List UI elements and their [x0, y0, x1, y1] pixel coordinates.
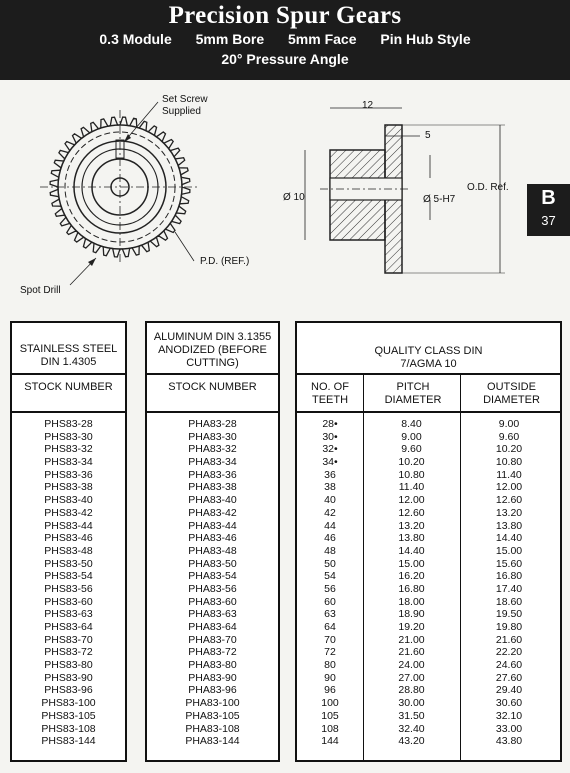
- spec-line: [0, 30, 570, 49]
- outside-diameter-cell: 14.40: [495, 532, 523, 545]
- teeth-cell: 40: [324, 494, 336, 507]
- stainless-stock-cell: PHS83-46: [44, 532, 93, 545]
- table-row: [297, 659, 560, 672]
- aluminum-stock-cell: PHA83-105: [185, 709, 240, 722]
- outside-diameter-cell: 10.20: [495, 443, 523, 456]
- teeth-cell: 38: [324, 481, 336, 494]
- aluminum-stock-cell: PHA83-34: [188, 456, 237, 469]
- dim-10-label: Ø 10: [283, 192, 305, 203]
- stainless-stock-cell: PHS83-105: [41, 709, 96, 722]
- table-row: [297, 672, 560, 685]
- table-row: [297, 494, 560, 507]
- aluminum-stock-cell: PHA83-64: [188, 621, 237, 633]
- teeth-cell: 64: [324, 621, 336, 633]
- aluminum-stock-cell: PHA83-42: [188, 506, 237, 519]
- table-row: [297, 583, 560, 596]
- aluminum-stock-cell: PHA83-80: [188, 659, 237, 672]
- page-title: Precision Spur Gears: [168, 2, 402, 29]
- pressure-angle: 20° Pressure Angle: [221, 51, 349, 67]
- aluminum-column: [145, 321, 280, 762]
- outside-diameter-cell: 19.80: [495, 621, 523, 633]
- teeth-cell: 54: [324, 570, 336, 583]
- spec-module: 0.3 Module: [99, 31, 172, 47]
- aluminum-stock-cell: PHA83-54: [188, 570, 237, 583]
- outside-diameter-cell: 15.60: [495, 557, 523, 570]
- table-row: [297, 735, 560, 748]
- stainless-stock-cell: PHS83-54: [44, 570, 93, 583]
- table-row: [297, 596, 560, 609]
- aluminum-stock-cell: PHA83-44: [188, 519, 237, 532]
- stainless-stock-cell: PHS83-36: [44, 468, 93, 481]
- pitch-diameter-cell: 18.90: [398, 608, 425, 621]
- pitch-diameter-cell: 12.00: [398, 494, 425, 507]
- pitch-diameter-cell: 18.00: [398, 595, 425, 608]
- stainless-stock-cell: PHS83-108: [41, 722, 96, 735]
- table-row: [297, 481, 560, 494]
- aluminum-stock-cell: PHA83-36: [188, 468, 237, 481]
- pitch-diameter-cell: 16.20: [398, 570, 425, 583]
- outside-diameter-cell: 30.60: [495, 697, 523, 710]
- pitch-diameter-cell: 32.40: [398, 722, 425, 735]
- table-row: [297, 697, 560, 710]
- aluminum-stock-cell: PHA83-30: [188, 430, 237, 443]
- aluminum-stock-cell: PHA83-63: [188, 608, 237, 621]
- stainless-stock-cell: PHS83-70: [44, 633, 93, 646]
- stainless-header: STAINLESS STEEL DIN 1.4305: [19, 343, 118, 368]
- pitch-diameter-cell: 9.60: [401, 443, 422, 456]
- outside-diameter-cell: 18.60: [495, 595, 523, 608]
- section-letter: B: [541, 187, 556, 209]
- outside-diameter-cell: 13.20: [495, 506, 523, 519]
- stainless-rows: [12, 418, 125, 748]
- supplied-label: Supplied: [162, 106, 201, 117]
- dim-12-label: 12: [362, 100, 374, 111]
- stainless-stock-cell: PHS83-80: [44, 659, 93, 672]
- teeth-cell: 44: [324, 519, 336, 532]
- outside-diameter-cell: 32.10: [495, 709, 523, 722]
- spec-style: Pin Hub Style: [380, 31, 471, 47]
- quality-rows: [297, 418, 560, 748]
- stainless-stock-cell: PHS83-32: [44, 443, 93, 456]
- stainless-stock-cell: PHS83-100: [41, 697, 96, 710]
- stainless-stock-number-header: STOCK NUMBER: [24, 381, 113, 393]
- outside-diameter-cell: 17.40: [495, 582, 523, 595]
- table-row: [297, 431, 560, 444]
- teeth-cell: 63: [324, 608, 336, 621]
- table-row: [297, 634, 560, 647]
- pitch-diameter-cell: 11.40: [398, 481, 425, 494]
- pitch-diameter-cell: 21.00: [398, 633, 425, 646]
- pitch-diameter-cell: 13.20: [398, 519, 425, 532]
- pitch-diameter-cell: 16.80: [398, 582, 425, 595]
- teeth-cell: 144: [321, 735, 339, 748]
- teeth-cell: 42: [324, 506, 336, 519]
- pitch-diameter-cell: 28.80: [398, 684, 425, 697]
- stainless-stock-cell: PHS83-56: [44, 582, 93, 595]
- stainless-stock-cell: PHS83-44: [44, 519, 93, 532]
- aluminum-stock-cell: PHA83-48: [188, 544, 237, 557]
- table-row: [297, 684, 560, 697]
- teeth-cell: 80: [324, 659, 336, 672]
- teeth-cell: 34•: [322, 456, 338, 469]
- outside-diameter-cell: 12.60: [495, 494, 523, 507]
- stainless-stock-cell: PHS83-50: [44, 557, 93, 570]
- aluminum-stock-cell: PHA83-90: [188, 671, 237, 684]
- teeth-cell: 30•: [322, 430, 338, 443]
- table-row: [297, 608, 560, 621]
- dim-5-label: 5: [425, 130, 431, 141]
- table-row: [297, 570, 560, 583]
- pitch-diameter-cell: 8.40: [401, 418, 422, 430]
- outside-diameter-cell: 33.00: [495, 722, 523, 735]
- table-row: [297, 456, 560, 469]
- teeth-cell: 70: [324, 633, 336, 646]
- gear-side-view-icon: [320, 125, 410, 273]
- table-row: [297, 532, 560, 545]
- table-row: [297, 621, 560, 634]
- aluminum-stock-cell: PHA83-50: [188, 557, 237, 570]
- teeth-cell: 46: [324, 532, 336, 545]
- stainless-stock-cell: PHS83-34: [44, 456, 93, 469]
- od-ref-label: O.D. Ref.: [467, 182, 509, 193]
- table-row: [297, 723, 560, 736]
- teeth-cell: 100: [321, 697, 339, 710]
- technical-drawings: [0, 80, 570, 320]
- page-header: [0, 0, 570, 80]
- pitch-diameter-cell: 21.60: [398, 646, 425, 659]
- pitch-diameter-cell: 24.00: [398, 659, 425, 672]
- aluminum-stock-cell: PHA83-144: [185, 735, 240, 748]
- spec-bore: 5mm Bore: [195, 31, 265, 47]
- teeth-cell: 28•: [322, 418, 338, 430]
- pitch-diameter-cell: 9.00: [401, 430, 422, 443]
- pitch-diameter-cell: 43.20: [398, 735, 425, 748]
- quality-header: QUALITY CLASS DIN 7/AGMA 10: [374, 345, 483, 370]
- teeth-cell: 108: [321, 722, 339, 735]
- stainless-stock-cell: PHS83-90: [44, 671, 93, 684]
- table-row: [297, 507, 560, 520]
- teeth-cell: 48: [324, 544, 336, 557]
- pitch-diameter-cell: 27.00: [398, 671, 425, 684]
- teeth-cell: 56: [324, 582, 336, 595]
- aluminum-stock-cell: PHA83-60: [188, 595, 237, 608]
- outside-diameter-header: OUTSIDE DIAMETER: [483, 381, 540, 406]
- outside-diameter-cell: 16.80: [495, 570, 523, 583]
- page-number: 37: [541, 213, 556, 228]
- outside-diameter-cell: 15.00: [495, 544, 523, 557]
- pitch-diameter-cell: 30.00: [398, 697, 425, 710]
- outside-diameter-cell: 19.50: [495, 608, 523, 621]
- outside-diameter-cell: 43.80: [495, 735, 523, 748]
- table-row: [297, 545, 560, 558]
- set-screw-label: Set Screw: [162, 94, 208, 105]
- dim-bore-label: Ø 5-H7: [423, 194, 456, 205]
- pitch-diameter-cell: 12.60: [398, 506, 425, 519]
- aluminum-stock-cell: PHA83-70: [188, 633, 237, 646]
- outside-diameter-cell: 21.60: [495, 633, 523, 646]
- aluminum-stock-cell: PHA83-38: [188, 481, 237, 494]
- pitch-diameter-cell: 14.40: [398, 544, 425, 557]
- stainless-stock-cell: PHS83-30: [44, 430, 93, 443]
- outside-diameter-cell: 12.00: [495, 481, 523, 494]
- teeth-header: NO. OF TEETH: [311, 381, 349, 406]
- outside-diameter-cell: 10.80: [495, 456, 523, 469]
- outside-diameter-cell: 13.80: [495, 519, 523, 532]
- spec-face: 5mm Face: [288, 31, 357, 47]
- aluminum-stock-cell: PHA83-96: [188, 684, 237, 697]
- table-row: [297, 520, 560, 533]
- table-row: [297, 443, 560, 456]
- stainless-stock-cell: PHS83-48: [44, 544, 93, 557]
- stainless-stock-cell: PHS83-42: [44, 506, 93, 519]
- stainless-stock-cell: PHS83-144: [41, 735, 96, 748]
- spot-drill-label: Spot Drill: [20, 285, 61, 296]
- teeth-cell: 105: [321, 709, 339, 722]
- aluminum-stock-cell: PHA83-72: [188, 646, 237, 659]
- table-row: [297, 558, 560, 571]
- teeth-cell: 50: [324, 557, 336, 570]
- aluminum-stock-cell: PHA83-108: [185, 722, 240, 735]
- pitch-diameter-cell: 10.20: [398, 456, 425, 469]
- teeth-cell: 36: [324, 468, 336, 481]
- pitch-diameter-cell: 15.00: [398, 557, 425, 570]
- aluminum-stock-cell: PHA83-56: [188, 582, 237, 595]
- table-row: [297, 646, 560, 659]
- teeth-cell: 96: [324, 684, 336, 697]
- stainless-stock-cell: PHS83-64: [44, 621, 93, 633]
- quality-class-column: [295, 321, 562, 762]
- pitch-diameter-cell: 10.80: [398, 468, 425, 481]
- stainless-stock-cell: PHS83-40: [44, 494, 93, 507]
- table-row: [297, 418, 560, 431]
- outside-diameter-cell: 29.40: [495, 684, 523, 697]
- stainless-stock-cell: PHS83-72: [44, 646, 93, 659]
- aluminum-stock-cell: PHA83-46: [188, 532, 237, 545]
- aluminum-stock-cell: PHA83-28: [188, 418, 237, 430]
- aluminum-stock-number-header: STOCK NUMBER: [168, 381, 257, 393]
- stainless-stock-cell: PHS83-28: [44, 418, 93, 430]
- table-row: [297, 710, 560, 723]
- pitch-diameter-cell: 13.80: [398, 532, 425, 545]
- stainless-stock-cell: PHS83-60: [44, 595, 93, 608]
- outside-diameter-cell: 27.60: [495, 671, 523, 684]
- stainless-stock-cell: PHS83-63: [44, 608, 93, 621]
- pitch-diameter-header: PITCH DIAMETER: [384, 381, 442, 406]
- stainless-stock-cell: PHS83-96: [44, 684, 93, 697]
- aluminum-rows: [147, 418, 278, 748]
- outside-diameter-cell: 24.60: [495, 659, 523, 672]
- stainless-stock-cell: PHS83-38: [44, 481, 93, 494]
- pitch-diameter-cell: 19.20: [398, 621, 425, 633]
- teeth-cell: 60: [324, 595, 336, 608]
- table-row: [297, 469, 560, 482]
- pitch-diameter-cell: 31.50: [398, 709, 425, 722]
- teeth-cell: 90: [324, 671, 336, 684]
- aluminum-stock-cell: PHA83-100: [185, 697, 240, 710]
- aluminum-stock-cell: PHA83-40: [188, 494, 237, 507]
- outside-diameter-cell: 11.40: [496, 468, 522, 481]
- stainless-steel-column: [10, 321, 127, 762]
- outside-diameter-cell: 9.00: [498, 418, 520, 430]
- outside-diameter-cell: 22.20: [495, 646, 523, 659]
- aluminum-stock-cell: PHA83-32: [188, 443, 237, 456]
- teeth-cell: 72: [324, 646, 336, 659]
- teeth-cell: 32•: [322, 443, 338, 456]
- pd-ref-label: P.D. (REF.): [200, 256, 250, 267]
- outside-diameter-cell: 9.60: [498, 430, 520, 443]
- aluminum-header: ALUMINUM DIN 3.1355 ANODIZED (BEFORE CUTTING): [153, 331, 272, 369]
